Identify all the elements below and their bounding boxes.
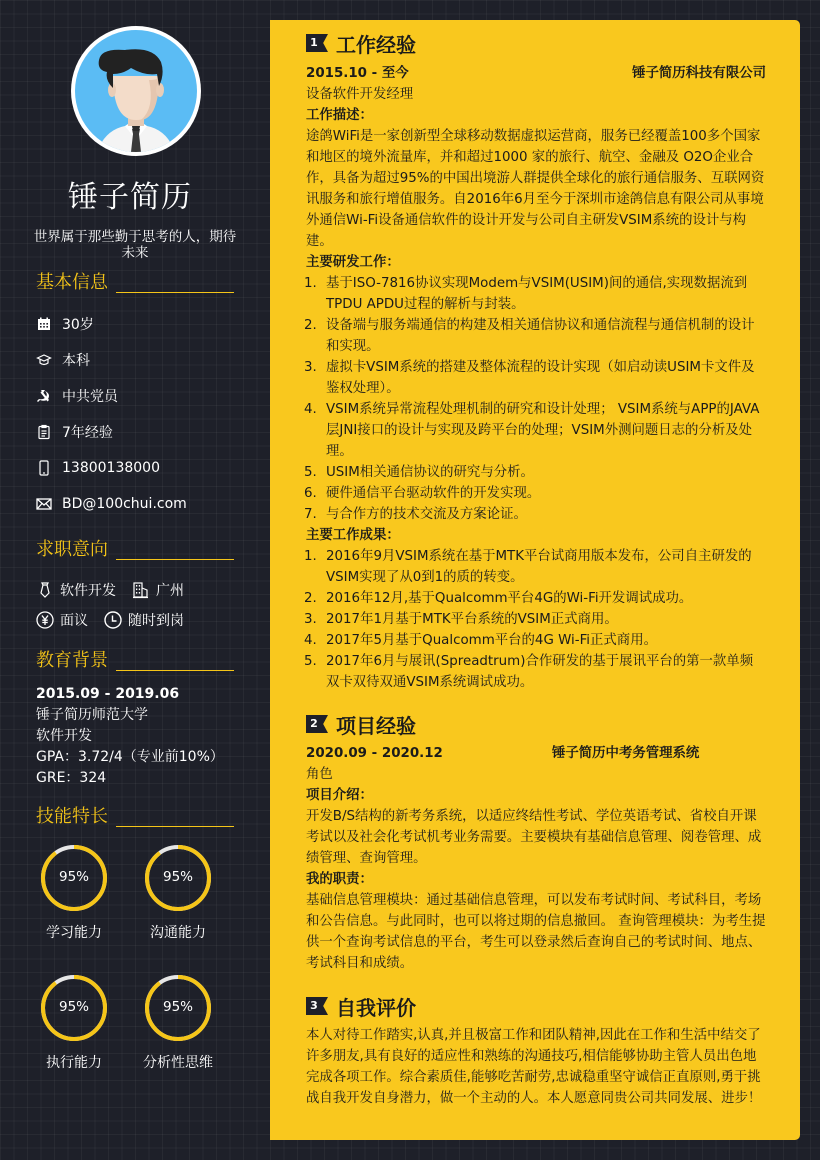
education-gre: GRE：324	[36, 770, 107, 786]
work-heading	[306, 30, 416, 56]
intent-text: 软件开发	[60, 583, 116, 599]
skills-title: 技能特长	[36, 806, 108, 827]
main-panel	[270, 20, 800, 1140]
education-school: 锤子简历师范大学	[36, 707, 148, 723]
education-major: 软件开发	[36, 728, 92, 744]
work-block	[306, 63, 766, 693]
avatar	[71, 26, 201, 156]
education-heading	[36, 650, 234, 672]
section-number-badge: 1	[306, 34, 328, 52]
resume-name: 锤子简历	[68, 180, 192, 215]
skill-item	[138, 974, 218, 1072]
list-item: 6. 硬件通信平台驱动软件的开发实现。	[304, 486, 541, 501]
skills-heading	[36, 806, 234, 828]
project-duty-label: 我的职责：	[306, 872, 373, 887]
info-experience	[36, 414, 187, 450]
job-intent-heading	[36, 539, 234, 561]
heading-underline	[116, 670, 234, 671]
skill-name: 沟通能力	[150, 925, 206, 941]
work-results-list	[306, 546, 766, 693]
work-desc: 途鸽WiFi是一家创新型全球移动数据虚拟运营商，服务已经覆盖100多个国家和地区的境外流量库，并和超过1000 家的旅行、航空、金融及 O2O企业合作，具备为超过95%的中国出境游人群提供全球化的旅行通信服务、互联网资讯服务和旅行增值服务。自2016年6月至今于深圳市途鸽信息有限公司从事境外通信Wi-Fi设备通信软件的设计开发与公司自主研发VSIM系统的设计与构建。	[306, 129, 765, 249]
project-role: 角色	[306, 767, 333, 782]
skill-name: 执行能力	[46, 1055, 102, 1071]
self-eval-block	[306, 1025, 766, 1109]
building-icon	[132, 581, 150, 599]
education-date: 2015.09 - 2019.06	[36, 686, 180, 702]
calendar-icon	[36, 316, 52, 332]
list-item: 2. 设备端与服务端通信的构建及相关通信协议和通信流程与通信机制的设计和实现。	[304, 318, 755, 354]
intent-city	[132, 580, 184, 600]
intent-text: 广州	[156, 583, 184, 599]
skill-percent: 95%	[58, 999, 89, 1015]
work-title: 工作经验	[336, 32, 416, 57]
basic-info-title: 基本信息	[36, 272, 108, 293]
clock-icon	[104, 611, 122, 629]
skill-percent: 95%	[58, 869, 89, 885]
project-name: 锤子简历中考务管理系统	[552, 746, 700, 761]
self-eval-heading	[306, 993, 416, 1019]
avatar-illustration	[75, 30, 197, 152]
skill-name: 分析性思维	[143, 1055, 213, 1071]
info-text: 13800138000	[62, 460, 160, 476]
intent-text: 面议	[60, 613, 88, 629]
hammer-sickle-icon	[36, 388, 52, 404]
work-desc-label: 工作描述：	[306, 108, 373, 123]
info-text: 本科	[62, 353, 90, 369]
heading-underline	[116, 559, 234, 560]
clipboard-icon	[36, 424, 52, 440]
education-block	[36, 684, 224, 789]
project-intro: 开发B/S结构的新考务系统，以适应终结性考试、学位英语考试、省校自开课考试以及社会化考试机考业务需要。主要模块有基础信息管理、阅卷管理、成绩管理、查询管理。	[306, 809, 762, 866]
section-number-badge: 2	[306, 715, 328, 733]
intent-availability	[104, 610, 184, 630]
intent-salary	[36, 610, 88, 630]
basic-info-list	[36, 306, 187, 522]
skill-item	[34, 974, 114, 1072]
info-email	[36, 486, 187, 522]
info-degree	[36, 342, 187, 378]
work-tasks-label: 主要研发工作：	[306, 255, 400, 270]
list-item: 1. 基于ISO-7816协议实现Modem与VSIM(USIM)间的通信,实现数据流到TPDU APDU过程的解析与封装。	[304, 276, 748, 312]
section-number-badge: 3	[306, 997, 328, 1015]
list-item: 4. VSIM系统异常流程处理机制的研究和设计处理； VSIM系统与APP的JAVA层JNI接口的设计与实现及跨平台的处理；VSIM外测问题日志的分析及处理。	[304, 402, 760, 459]
work-tasks-list	[306, 273, 766, 525]
skill-name: 学习能力	[46, 925, 102, 941]
info-text: 30岁	[62, 317, 94, 333]
project-block	[306, 743, 766, 974]
work-company: 锤子简历科技有限公司	[632, 66, 766, 81]
tie-icon	[36, 581, 54, 599]
phone-icon	[36, 460, 52, 476]
self-eval-title: 自我评价	[336, 995, 416, 1020]
info-text: 7年经验	[62, 425, 113, 441]
list-item: 3. 2017年1月基于MTK平台系统的VSIM正式商用。	[304, 612, 618, 627]
project-intro-label: 项目介绍：	[306, 788, 373, 803]
work-date: 2015.10 - 至今	[306, 66, 409, 81]
skill-item	[138, 844, 218, 942]
list-item: 5. 2017年6月与展讯(Spreadtrum)合作研发的基于展讯平台的第一款单频双卡双待双通VSIM系统调试成功。	[304, 654, 754, 690]
education-title: 教育背景	[36, 650, 108, 671]
project-heading	[306, 711, 416, 737]
basic-info-heading	[36, 272, 234, 294]
motto: 世界属于那些勤于思考的人，期待未来	[33, 229, 237, 261]
skill-percent: 95%	[162, 869, 193, 885]
intent-position	[36, 580, 116, 600]
skill-percent: 95%	[162, 999, 193, 1015]
job-intent-title: 求职意向	[36, 539, 108, 560]
info-text: BD@100chui.com	[62, 496, 187, 512]
list-item: 5. USIM相关通信协议的研究与分析。	[304, 465, 534, 480]
project-duty: 基础信息管理模块：通过基础信息管理，可以发布考试时间、考试科目，考场和公告信息。与此同时，也可以将过期的信息撤回。 查询管理模块：为考生提供一个查询考试信息的平台，考生可以登录然后查询自己的考试时间、地点、考试科目和成绩。	[306, 893, 766, 971]
info-text: 中共党员	[62, 389, 118, 405]
graduation-cap-icon	[36, 352, 52, 368]
project-title: 项目经验	[336, 713, 416, 738]
heading-underline	[116, 292, 234, 293]
heading-underline	[116, 826, 234, 827]
self-eval-text: 本人对待工作踏实,认真,并且极富工作和团队精神,因此在工作和生活中结交了许多朋友,具有良好的适应性和熟练的沟通技巧,相信能够协助主管人员出色地完成各项工作。综合素质佳,能够吃苦耐劳,忠诚稳重坚守诚信正直原则,勇于挑战自我开发自身潜力，做一个主动的人。本人愿意同贵公司共同发展、进步！	[306, 1028, 762, 1106]
list-item: 3. 虚拟卡VSIM系统的搭建及整体流程的设计实现（如启动读USIM卡文件及鉴权处理）。	[304, 360, 755, 396]
list-item: 1. 2016年9月VSIM系统在基于MTK平台试商用版本发布，公司自主研发的VSIM实现了从0到1的质的转变。	[304, 549, 752, 585]
skill-item	[34, 844, 114, 942]
yen-icon	[36, 611, 54, 629]
work-results-label: 主要工作成果：	[306, 528, 400, 543]
intent-text: 随时到岗	[128, 613, 184, 629]
job-intent-block	[36, 575, 200, 635]
project-date: 2020.09 - 2020.12	[306, 746, 443, 761]
list-item: 4. 2017年5月基于Qualcomm平台的4G Wi-Fi正式商用。	[304, 633, 657, 648]
education-gpa: GPA：3.72/4（专业前10%）	[36, 749, 224, 765]
info-political	[36, 378, 187, 414]
info-age	[36, 306, 187, 342]
info-phone	[36, 450, 187, 486]
list-item: 7. 与合作方的技术交流及方案论证。	[304, 507, 527, 522]
sidebar	[0, 0, 270, 1160]
list-item: 2. 2016年12月,基于Qualcomm平台4G的Wi-Fi开发调试成功。	[304, 591, 693, 606]
work-role: 设备软件开发经理	[306, 87, 414, 102]
mail-icon	[36, 496, 52, 512]
